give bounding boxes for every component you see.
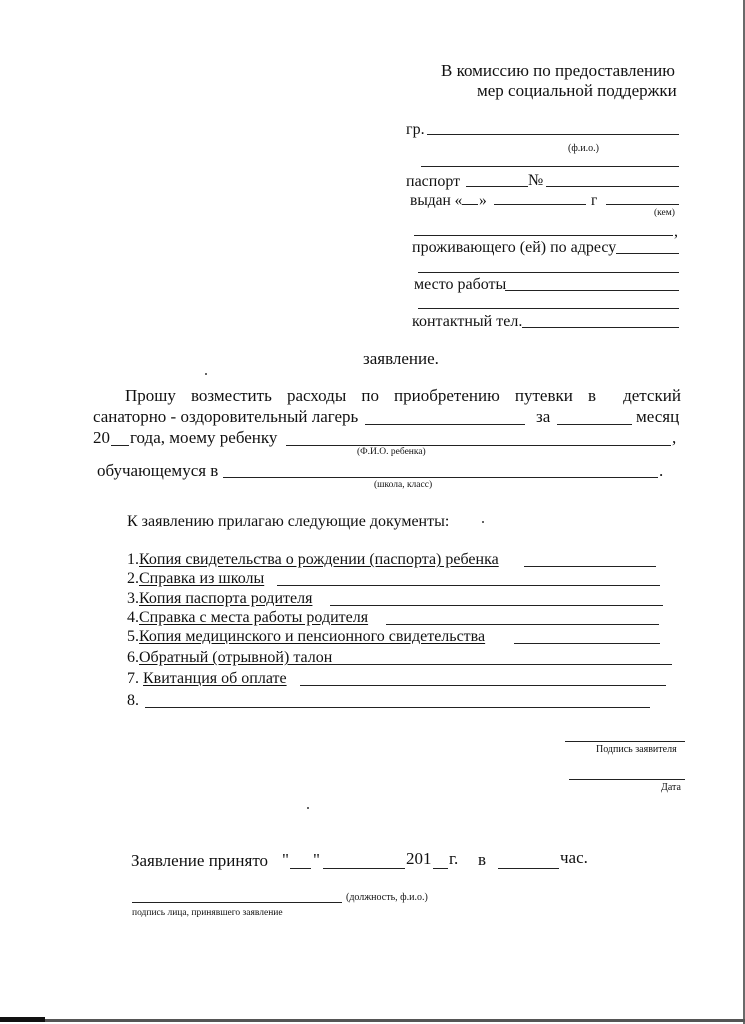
passport-number-field[interactable] (546, 186, 679, 187)
word: приобретению (394, 386, 500, 405)
passport-label: паспорт (406, 173, 461, 190)
issuer-field-line-2[interactable] (414, 235, 673, 236)
word: Прошу (125, 386, 176, 405)
school-hint: (школа, класс) (374, 480, 433, 490)
word: детский (623, 386, 681, 405)
issued-close-quote: » (479, 192, 487, 209)
address-field-line-2[interactable] (418, 272, 679, 273)
attachment-item-1-line (524, 566, 656, 567)
issuer-comma: , (674, 223, 678, 240)
month-label: месяц (636, 407, 680, 426)
attachment-item-8-field[interactable] (145, 707, 650, 708)
attachments-intro: К заявлению прилагаю следующие документы: (127, 513, 450, 530)
word: путевки (514, 386, 573, 405)
citizen-label: гр. (406, 121, 425, 138)
attachment-item-4: 4.Справка с места работы родителя (127, 609, 369, 626)
body-line-2-start: санаторно - оздоровительный лагерь (93, 407, 359, 426)
acceptance-year-prefix: 201 (406, 849, 432, 868)
attachment-item-1: 1.Копия свидетельства о рождении (паспорта) ребенка (127, 551, 499, 568)
child-name-field[interactable] (286, 445, 671, 446)
body-line-4-text: обучающемуся в (97, 461, 219, 480)
acceptance-year-field[interactable] (433, 868, 448, 869)
position-hint: (должность, ф.и.о.) (346, 892, 428, 903)
attachment-item-8: 8. (127, 692, 139, 709)
fio-field[interactable] (427, 134, 679, 135)
camp-name-field[interactable] (365, 424, 525, 425)
scan-speck (205, 373, 207, 375)
acceptance-month-field[interactable] (323, 868, 405, 869)
fio-hint: (ф.и.о.) (568, 143, 599, 154)
attachment-item-4-line (386, 624, 659, 625)
attachment-item-2-line (277, 585, 660, 586)
phone-label: контактный тел. (412, 313, 523, 330)
issuer-hint: (кем) (654, 208, 675, 218)
issued-day-field[interactable] (462, 204, 478, 205)
acceptance-year-suffix: г. (449, 849, 459, 868)
scan-speck (482, 521, 484, 523)
applicant-signature-field[interactable] (565, 741, 685, 742)
month-field[interactable] (557, 424, 632, 425)
word: расходы (286, 386, 347, 405)
date-label: Дата (661, 782, 681, 793)
attachment-item-3: 3.Копия паспорта родителя (127, 590, 313, 607)
acceptance-hours-label: час. (560, 848, 588, 867)
year-field[interactable] (111, 445, 129, 446)
scan-speck (307, 807, 309, 809)
attachment-item-7-line (300, 685, 666, 686)
document-title: заявление. (363, 349, 439, 368)
attachment-item-6: 6.Обратный (отрывной) талон (127, 649, 333, 666)
number-label: № (528, 172, 544, 189)
attachment-item-5-line (514, 643, 660, 644)
year-label: г (591, 192, 598, 209)
attachment-item-3-line (330, 605, 663, 606)
phone-field[interactable] (522, 327, 679, 328)
signer-hint: подпись лица, принявшего заявление (132, 908, 283, 918)
acceptor-signature-field[interactable] (132, 902, 342, 903)
workplace-label: место работы (414, 276, 507, 293)
body-line-3-text: года, моему ребенку (130, 428, 278, 447)
address-label: проживающего (ей) по адресу (412, 239, 617, 256)
for-label: за (536, 407, 551, 426)
year-prefix: 20 (93, 428, 110, 447)
workplace-field[interactable] (505, 290, 679, 291)
acceptance-day-field[interactable] (290, 868, 311, 869)
addressee-line-1: В комиссию по предоставлению (441, 61, 675, 80)
issued-label: выдан « (410, 192, 463, 209)
word: по (361, 386, 379, 405)
addressee-line-2: мер социальной поддержки (477, 81, 677, 100)
scan-edge-mark (0, 1017, 45, 1022)
address-field[interactable] (616, 253, 679, 254)
word: в (587, 386, 596, 405)
child-name-comma: , (672, 428, 677, 447)
scan-edge-bottom (0, 1019, 745, 1022)
fio-field-line-2[interactable] (421, 166, 679, 167)
acceptance-hour-field[interactable] (498, 868, 559, 869)
applicant-signature-label: Подпись заявителя (596, 744, 677, 755)
acceptance-quote-close: " (313, 850, 320, 869)
issuer-field[interactable] (606, 204, 679, 205)
school-field[interactable] (223, 477, 658, 478)
attachment-item-7: 7. Квитанция об оплате (127, 670, 287, 687)
acceptance-label: Заявление принято (131, 851, 269, 870)
attachment-item-6-line (306, 664, 672, 665)
attachment-item-2: 2.Справка из школы (127, 570, 265, 587)
issued-month-field[interactable] (494, 204, 586, 205)
attachment-item-5: 5.Копия медицинского и пенсионного свидетельства (127, 628, 486, 645)
school-period: . (659, 461, 664, 480)
acceptance-quote-open: " (282, 850, 289, 869)
date-field[interactable] (569, 779, 685, 780)
acceptance-at: в (478, 850, 487, 869)
workplace-field-line-2[interactable] (418, 308, 679, 309)
child-name-hint: (Ф.И.О. ребенка) (357, 447, 426, 457)
passport-series-field[interactable] (466, 186, 528, 187)
body-line-1 (125, 387, 681, 404)
word: возместить (190, 386, 272, 405)
